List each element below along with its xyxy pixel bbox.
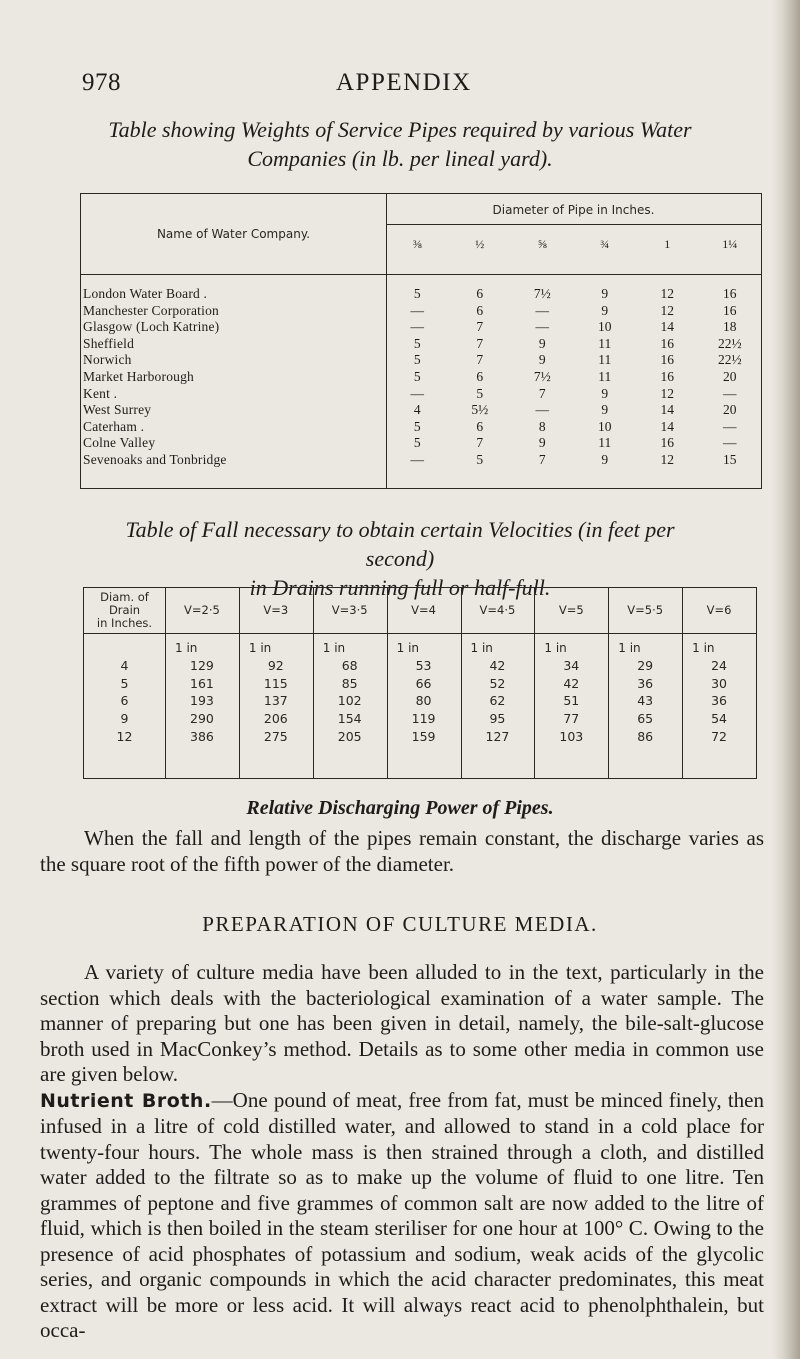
company-name: London Water Board . xyxy=(83,286,208,301)
fall-value: 102 xyxy=(337,693,362,708)
fall-value: 137 xyxy=(263,693,288,708)
fall-value: 80 xyxy=(415,693,432,708)
table1-caption xyxy=(90,115,710,173)
fall-value: 51 xyxy=(563,693,580,708)
table-row xyxy=(81,435,761,452)
weight-cell: — xyxy=(535,319,549,335)
fall-value: 54 xyxy=(711,711,728,726)
weight-cell: 7 xyxy=(538,385,546,401)
weight-cell: — xyxy=(410,451,424,467)
weight-cell: 9 xyxy=(538,435,546,451)
weight-cell: 5 xyxy=(413,368,421,384)
fall-value: 161 xyxy=(190,676,214,691)
weight-cell: 5 xyxy=(413,286,421,301)
weight-cell: 7 xyxy=(476,319,484,335)
fall-value: 127 xyxy=(485,729,510,744)
fall-value: 193 xyxy=(190,693,214,708)
weight-cell: 22½ xyxy=(717,335,742,351)
diameter-size-headers xyxy=(386,237,761,252)
weight-cell: 14 xyxy=(660,402,674,418)
drain-diameter: 5 xyxy=(120,676,129,691)
fall-value: 30 xyxy=(711,676,728,691)
fall-value: 103 xyxy=(559,729,584,744)
fall-value: 43 xyxy=(637,693,654,708)
weight-cell: 5½ xyxy=(471,402,489,418)
fall-value: 119 xyxy=(411,711,436,726)
table2-caption-line2: in Drains running full or half-full. xyxy=(249,575,551,600)
culture-intro: A variety of culture media have been alluded to in the text, particularly in the section which deals with the bacteriological examination of a water sample. The manner of preparing but one has been given in detail, namely, the bile-salt-glucose broth used in MacConkey’s method. Details as to some other media in common use are given below. xyxy=(40,960,764,1086)
weight-cell: 18 xyxy=(723,319,737,335)
weight-cell: — xyxy=(535,302,549,318)
weight-cell: — xyxy=(723,418,737,434)
company-name: West Surrey xyxy=(83,402,152,418)
weight-cell: 6 xyxy=(476,368,484,384)
company-name: Norwich xyxy=(83,352,132,368)
weight-cell: — xyxy=(723,435,737,451)
weight-cell: 16 xyxy=(660,435,674,451)
fall-value: 206 xyxy=(263,711,288,726)
drain-diameter: 12 xyxy=(116,729,133,744)
weight-cell: 22½ xyxy=(717,352,742,368)
weight-cell: — xyxy=(410,319,424,335)
weight-cell: 9 xyxy=(601,402,609,418)
weight-cell: 12 xyxy=(660,451,674,467)
one-in-label: 1 in xyxy=(175,641,198,655)
company-name: Caterham . xyxy=(83,418,145,434)
weight-cell: — xyxy=(535,402,549,418)
weight-cell: 9 xyxy=(538,335,546,351)
fall-value: 290 xyxy=(190,711,214,726)
velocity-header: V=6 xyxy=(706,603,732,617)
fall-value: 95 xyxy=(489,711,506,726)
weight-cell: 14 xyxy=(660,319,674,335)
velocity-header: V=5 xyxy=(558,603,584,617)
weight-cell: 11 xyxy=(598,435,612,451)
table2-caption-line1: Table of Fall necessary to obtain certain Velocities (in feet per second) xyxy=(125,517,675,571)
weight-cell: 6 xyxy=(476,302,484,318)
table-row xyxy=(81,369,761,386)
fall-value: 386 xyxy=(190,729,214,744)
weight-cell: 9 xyxy=(601,286,609,301)
diameter-size-4: 1 xyxy=(664,237,671,251)
one-in-label: 1 in xyxy=(692,641,715,655)
one-in-label: 1 in xyxy=(470,641,493,655)
fall-value: 159 xyxy=(411,729,436,744)
weight-cell: 9 xyxy=(601,451,609,467)
table-row xyxy=(81,286,761,303)
discharging-text: When the fall and length of the pipes remain constant, the discharge varies as the square root of the fifth power of the diameter. xyxy=(40,826,764,876)
weight-cell: 11 xyxy=(598,335,612,351)
nutrient-broth-paragraph xyxy=(40,1088,764,1344)
fall-value: 86 xyxy=(637,729,654,744)
table-row xyxy=(81,319,761,336)
weight-cell: 7 xyxy=(476,352,484,368)
weight-cell: 10 xyxy=(598,319,612,335)
fall-value: 129 xyxy=(190,658,214,673)
table-row xyxy=(81,303,761,320)
velocity-header: V=2·5 xyxy=(184,603,220,617)
running-title: APPENDIX xyxy=(336,69,472,96)
fall-value: 34 xyxy=(563,658,580,673)
weight-cell: 7½ xyxy=(533,368,551,384)
table-row xyxy=(81,386,761,403)
weight-cell: — xyxy=(410,385,424,401)
diam-header-line1: Diam. of Drain xyxy=(100,590,149,617)
weight-cell: — xyxy=(410,302,424,318)
weight-cell: 5 xyxy=(476,385,484,401)
fall-value: 85 xyxy=(341,676,358,691)
weight-cell: 12 xyxy=(660,286,674,301)
weight-cell: 20 xyxy=(723,402,737,418)
nutrient-broth-text: —One pound of meat, free from fat, must be minced finely, then infused in a litre of cold distilled water, and allowed to stand in a cold place for twenty-four hours. The whole mass is then strained through a cloth, and distilled water added to the filtrate so as to make up the volume of fluid to one litre. Ten grammes of peptone and five grammes of common salt are now added to the litre of fluid, which is then boiled in the steam steriliser for one hour at 100° C. Owing to the presence of acid phosphates of potassium and sodium, weak acids of the glycolic series, and organic compounds in which the acid character predominates, this meat extract will be more or less acid. It will always react acid to phenolphthalein, but occa- xyxy=(40,1087,764,1342)
weight-cell: 6 xyxy=(476,286,484,301)
fall-value: 62 xyxy=(489,693,506,708)
fall-value: 115 xyxy=(263,676,288,691)
weight-cell: 12 xyxy=(660,302,674,318)
weight-cell: 5 xyxy=(476,451,484,467)
fall-value: 275 xyxy=(263,729,288,744)
company-name-header: Name of Water Company. xyxy=(156,227,311,241)
weight-cell: 5 xyxy=(413,352,421,368)
weight-cell: 11 xyxy=(598,352,612,368)
drain-diameter: 9 xyxy=(120,711,129,726)
weight-cell: 8 xyxy=(538,418,546,434)
fall-value: 53 xyxy=(415,658,432,673)
velocity-header: V=3 xyxy=(263,603,289,617)
page-edge-shadow xyxy=(772,0,800,1359)
fall-value: 42 xyxy=(489,658,506,673)
velocity-header: V=4·5 xyxy=(479,603,516,617)
table1-caption-line1: Table showing Weights of Service Pipes required by various Water xyxy=(108,117,692,142)
fall-value: 72 xyxy=(711,729,728,744)
fall-value: 66 xyxy=(415,676,432,691)
discharging-paragraph xyxy=(40,826,764,877)
fall-value: 65 xyxy=(637,711,654,726)
culture-media-heading: PREPARATION OF CULTURE MEDIA. xyxy=(202,912,598,936)
service-pipe-weights-table xyxy=(80,193,762,489)
fall-value: 24 xyxy=(711,658,728,673)
table-row xyxy=(81,402,761,419)
weight-cell: 10 xyxy=(598,418,612,434)
weight-cell: 12 xyxy=(660,385,674,401)
weight-cell: 20 xyxy=(723,368,737,384)
weight-cell: 16 xyxy=(660,368,674,384)
company-name: Sheffield xyxy=(83,335,135,351)
fall-value: 154 xyxy=(337,711,362,726)
one-in-label: 1 in xyxy=(248,641,272,655)
discharging-title: Relative Discharging Power of Pipes. xyxy=(246,797,554,819)
company-name: Glasgow (Loch Katrine) xyxy=(83,319,220,335)
fall-value: 29 xyxy=(637,658,654,673)
table1-body xyxy=(81,286,761,469)
diam-header-line2: in Inches. xyxy=(96,616,153,630)
diameter-size-3: ¾ xyxy=(600,237,610,251)
weight-cell: 9 xyxy=(601,385,609,401)
one-in-label: 1 in xyxy=(396,641,420,655)
company-name: Colne Valley xyxy=(83,435,156,451)
weight-cell: 6 xyxy=(476,418,484,434)
drain-diameter: 6 xyxy=(120,693,129,708)
diameter-size-1: ½ xyxy=(475,237,485,251)
company-name: Sevenoaks and Tonbridge xyxy=(83,451,227,467)
culture-media-body xyxy=(40,960,764,1344)
velocity-header: V=4 xyxy=(411,603,436,617)
page-number: 978 xyxy=(82,69,121,96)
fall-value: 36 xyxy=(711,693,728,708)
diameter-size-0: ⅜ xyxy=(412,237,422,251)
weight-cell: 14 xyxy=(660,418,674,434)
table-row xyxy=(81,352,761,369)
weight-cell: 9 xyxy=(538,352,546,368)
fall-value: 68 xyxy=(341,658,358,673)
one-in-label: 1 in xyxy=(322,641,346,655)
velocity-header: V=3·5 xyxy=(331,603,368,617)
company-name: Manchester Corporation xyxy=(83,302,219,318)
weight-cell: 16 xyxy=(660,335,674,351)
weight-cell: 16 xyxy=(723,302,737,318)
weight-cell: 5 xyxy=(413,435,421,451)
fall-value: 42 xyxy=(563,676,580,691)
weight-cell: 7 xyxy=(538,451,546,467)
weight-cell: 7 xyxy=(476,435,484,451)
diameter-size-5: 1¼ xyxy=(722,237,738,251)
drain-diameter: 4 xyxy=(120,658,129,673)
weight-cell: 16 xyxy=(660,352,674,368)
diameter-size-2: ⅝ xyxy=(537,237,547,251)
diameter-header: Diameter of Pipe in Inches. xyxy=(492,203,655,217)
one-in-label: 1 in xyxy=(544,641,567,655)
nutrient-broth-lead: Nutrient Broth. xyxy=(40,1089,212,1112)
weight-cell: — xyxy=(723,385,737,401)
weight-cell: 7½ xyxy=(533,286,551,301)
weight-cell: 15 xyxy=(723,451,737,467)
fall-value: 92 xyxy=(267,658,284,673)
weight-cell: 11 xyxy=(598,368,612,384)
fall-value: 36 xyxy=(637,676,654,691)
fall-value: 77 xyxy=(563,711,580,726)
fall-value: 52 xyxy=(489,676,506,691)
weight-cell: 7 xyxy=(476,335,484,351)
company-name: Kent . xyxy=(83,385,118,401)
table-row xyxy=(81,419,761,436)
table1-caption-line2: Companies (in lb. per lineal yard). xyxy=(247,146,553,171)
company-name: Market Harborough xyxy=(83,368,194,384)
one-in-label: 1 in xyxy=(618,641,641,655)
drain-fall-table xyxy=(83,587,757,779)
weight-cell: 5 xyxy=(413,418,421,434)
fall-value: 205 xyxy=(337,729,362,744)
table-row xyxy=(81,452,761,469)
weight-cell: 5 xyxy=(413,335,421,351)
velocity-header: V=5·5 xyxy=(627,603,664,617)
table-row xyxy=(81,336,761,353)
diam-header xyxy=(84,588,165,633)
weight-cell: 16 xyxy=(723,286,737,301)
weight-cell: 9 xyxy=(601,302,609,318)
weight-cell: 4 xyxy=(413,402,421,418)
